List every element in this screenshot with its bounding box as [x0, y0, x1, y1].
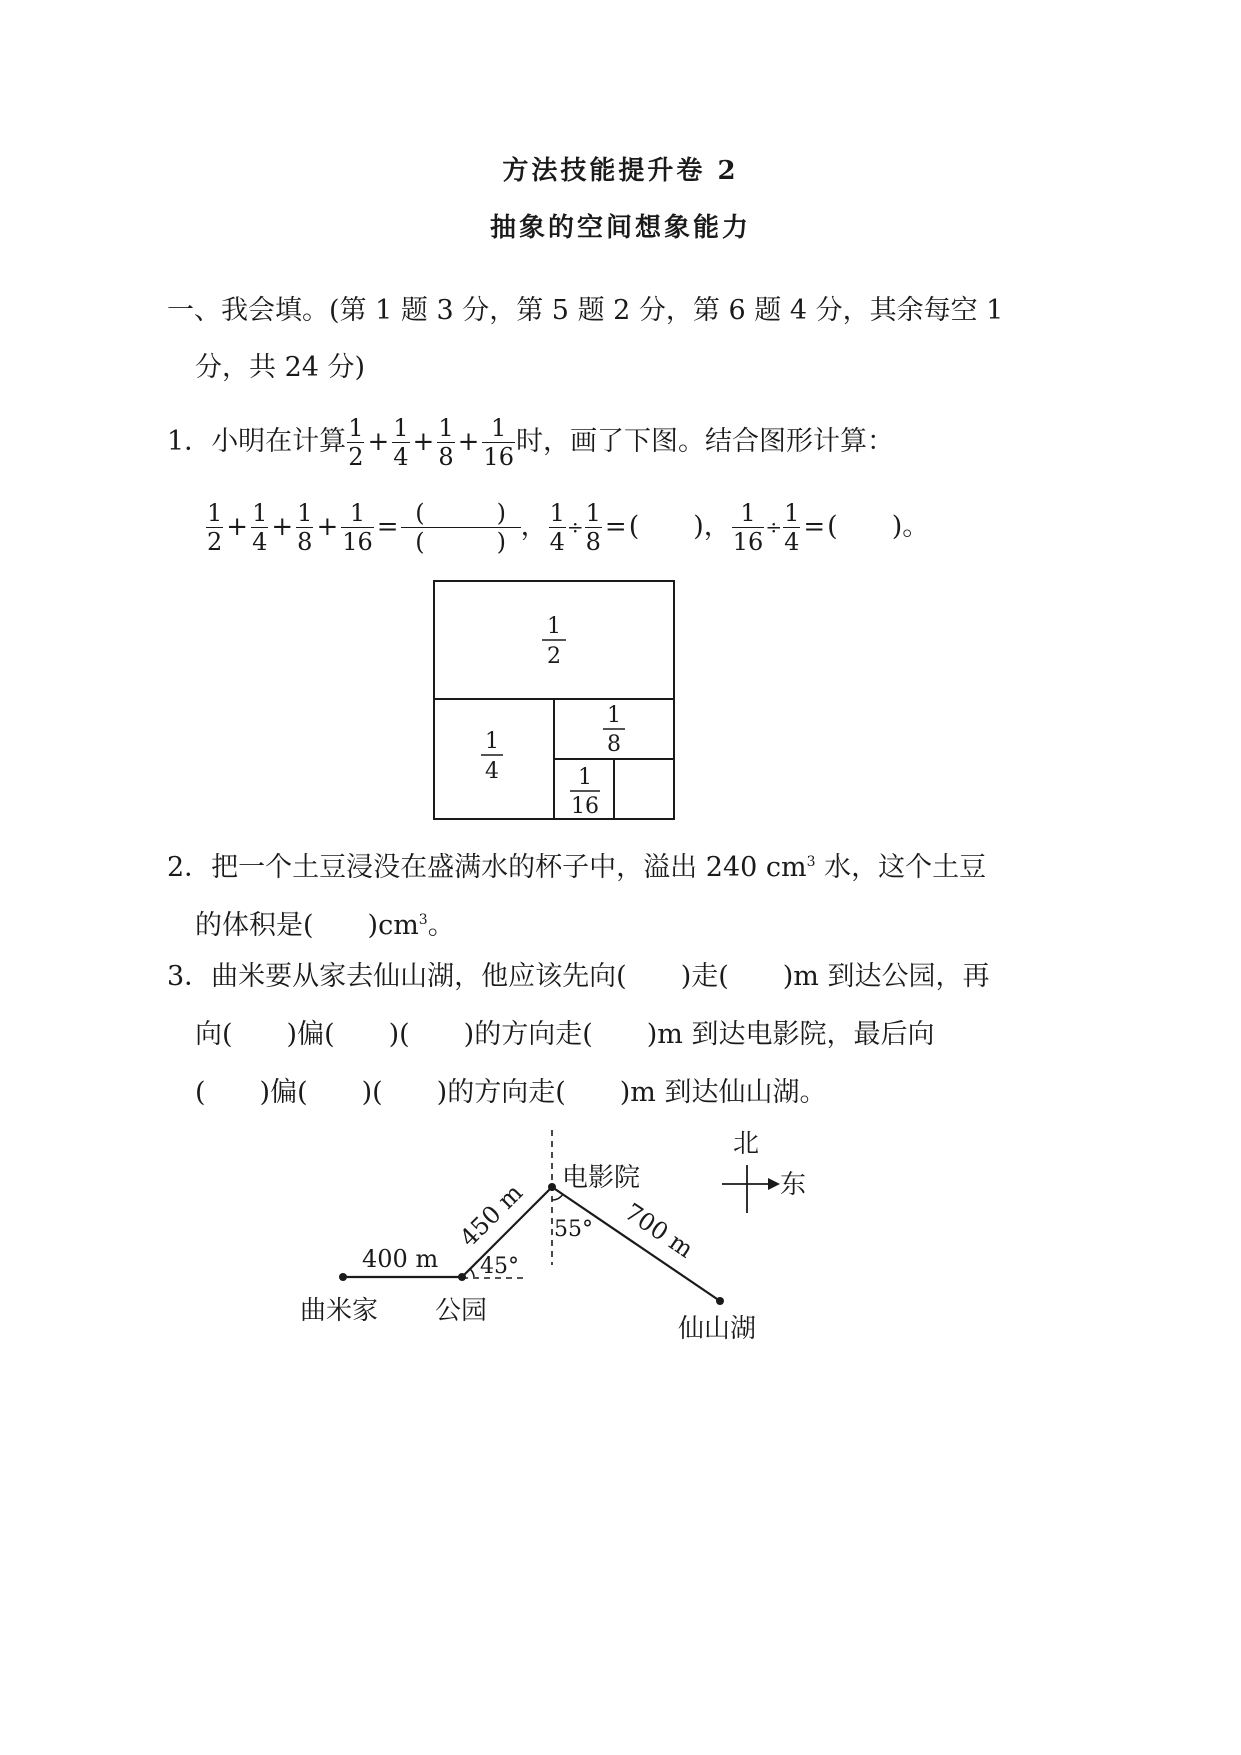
fraction-area-figure — [430, 578, 680, 824]
answer-blank[interactable]: ( ) — [827, 511, 903, 542]
label-half-den: 2 — [547, 644, 561, 669]
question-2-text: 2．把一个土豆浸没在盛满水的杯子中，溢出 240 cm — [167, 852, 807, 883]
fraction: $\frac{1}{8}$ — [297, 498, 313, 556]
answer-blank-fraction[interactable]: ( ) ( ) — [401, 501, 521, 554]
fraction: $\frac{1}{2}$ — [348, 413, 364, 471]
equals-sign: = — [803, 512, 826, 542]
label-park: 公园 — [435, 1296, 488, 1326]
question-2-line1 — [167, 845, 986, 885]
route-map — [290, 1120, 830, 1360]
point-lake — [716, 1297, 724, 1305]
question-3-line1: 3．曲米要从家去仙山湖，他应该先向( )走( )m 到达公园，再 — [167, 961, 990, 992]
superscript: 3 — [806, 854, 816, 870]
fraction: $\frac{1}{16}$ — [342, 498, 373, 556]
page-title: 方法技能提升卷 2 — [502, 156, 739, 186]
label-distance-450: 450 m — [454, 1178, 529, 1253]
question-1-answers — [205, 497, 929, 557]
label-angle-45: 45° — [480, 1254, 519, 1279]
comma: ， — [703, 511, 731, 542]
plus-sign: + — [226, 512, 249, 542]
fraction: $\frac{1}{16}$ — [483, 413, 514, 471]
period: 。 — [902, 511, 930, 542]
comma: ， — [520, 511, 548, 542]
label-half-num: 1 — [547, 614, 561, 639]
point-park — [458, 1273, 466, 1281]
fraction: $\frac{1}{8}$ — [438, 413, 454, 471]
question-suffix: 时，画了下图。结合图形计算： — [515, 426, 894, 457]
label-distance-400: 400 m — [362, 1245, 439, 1273]
question-prefix: 小明在计算 — [211, 426, 347, 457]
compass-north-label: 北 — [733, 1129, 760, 1159]
answer-blank[interactable]: ( ) — [628, 511, 704, 542]
angle-arc-45 — [470, 1269, 474, 1277]
plus-sign: + — [316, 512, 339, 542]
page-subtitle: 抽象的空间想象能力 — [489, 213, 751, 243]
label-sixteenth-num: 1 — [578, 765, 592, 790]
fraction: $\frac{1}{4}$ — [252, 498, 268, 556]
label-home: 曲米家 — [300, 1296, 379, 1326]
question-number: 1． — [167, 426, 212, 457]
label-eighth-num: 1 — [607, 703, 621, 728]
compass-east-label: 东 — [780, 1170, 807, 1200]
label-sixteenth-den: 16 — [571, 794, 599, 819]
fraction: $\frac{1}{4}$ — [393, 413, 409, 471]
plus-sign: + — [457, 427, 480, 457]
question-3-line2: 向( )偏( )( )的方向走( )m 到达电影院，最后向 — [195, 1019, 935, 1050]
fraction: $\frac{1}{8}$ — [585, 498, 601, 556]
question-2-text: 的体积是( )cm — [195, 910, 419, 941]
question-3-line3: ( )偏( )( )的方向走( )m 到达仙山湖。 — [195, 1077, 827, 1108]
label-cinema: 电影院 — [562, 1163, 641, 1193]
label-eighth-den: 8 — [607, 732, 621, 757]
equals-sign: = — [376, 512, 399, 542]
compass-east-arrow-icon — [768, 1178, 780, 1190]
superscript: 3 — [418, 912, 428, 928]
divide-sign: ÷ — [765, 515, 783, 539]
point-cinema — [548, 1183, 556, 1191]
angle-arc-55 — [552, 1194, 563, 1200]
label-lake: 仙山湖 — [678, 1314, 757, 1344]
plus-sign: + — [367, 427, 390, 457]
point-home — [339, 1273, 347, 1281]
fraction: $\frac{1}{4}$ — [784, 498, 800, 556]
question-1-text — [167, 412, 894, 472]
equals-sign: = — [604, 512, 627, 542]
fraction: $\frac{1}{2}$ — [207, 498, 223, 556]
plus-sign: + — [271, 512, 294, 542]
question-2-text: 。 — [427, 910, 455, 941]
label-angle-55: 55° — [554, 1217, 593, 1242]
plus-sign: + — [412, 427, 435, 457]
question-2-text: 水，这个土豆 — [815, 852, 987, 883]
section-heading-line1: 一、我会填。(第 1 题 3 分，第 5 题 2 分，第 6 题 4 分，其余每空 1 — [167, 295, 1004, 326]
fraction: $\frac{1}{4}$ — [549, 498, 565, 556]
label-quarter-den: 4 — [485, 759, 499, 784]
label-distance-700: 700 m — [619, 1197, 699, 1264]
section-heading-line2: 分，共 24 分) — [195, 352, 366, 383]
fraction: $\frac{1}{16}$ — [732, 498, 764, 556]
question-2-line2 — [195, 903, 455, 943]
divide-sign: ÷ — [566, 515, 584, 539]
label-quarter-num: 1 — [485, 729, 499, 754]
